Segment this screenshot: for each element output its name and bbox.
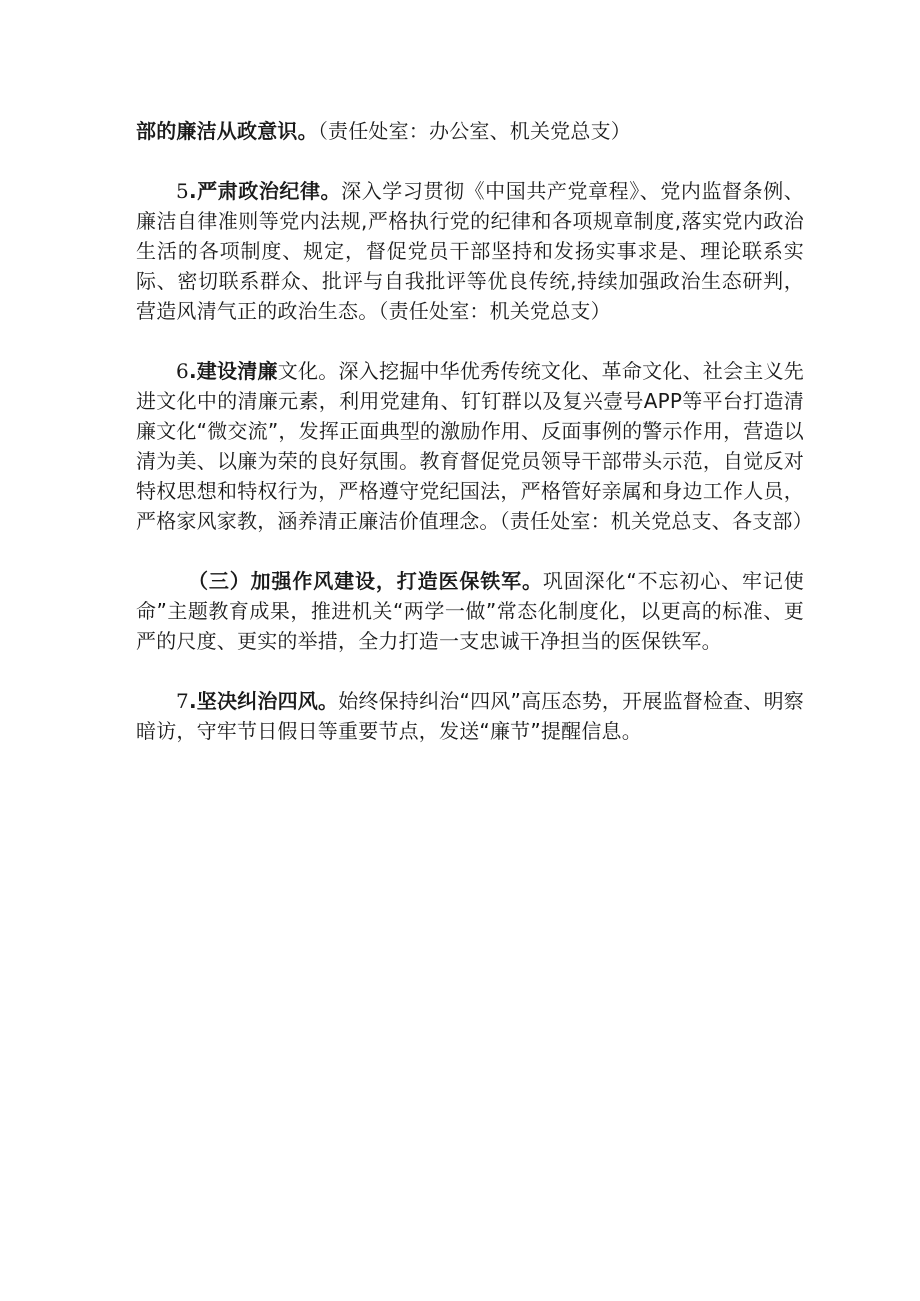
item-heading: .建设清廉 — [188, 359, 278, 383]
item-heading: .坚决纠治四风。 — [188, 689, 339, 713]
item-number: 5 — [176, 179, 189, 203]
item-number: 7 — [176, 689, 189, 713]
section-heading: （三）加强作风建设，打造医保铁军。 — [188, 569, 543, 593]
section-heading-paragraph — [136, 566, 804, 656]
paragraph-item-7 — [136, 686, 804, 746]
item-text: 文化。深入挖掘中华优秀传统文化、革命文化、社会主义先进文化中的清廉元素，利用党建角、钉钉群以及复兴壹号APP等平台打造清廉文化“微交流”，发挥正面典型的激励作用、反面事例的警示作用，营造以清为美、以廉为荣的良好氛围。教育督促党员领导干部带头示范，自觉反对特权思想和特权行为，严格遵守党纪国法，严格管好亲属和身边工作人员，严格家风家教，涵养清正廉洁价值理念。（责任处室：机关党总支、各支部） — [136, 359, 813, 533]
paragraph-item-6 — [136, 356, 813, 536]
item-text: 始终保持纠治“四风”高压态势，开展监督检查、明察暗访，守牢节日假日等重要节点，发送“廉节”提醒信息。 — [136, 689, 805, 743]
item-number: 6 — [176, 359, 189, 383]
paragraph-item-5 — [136, 176, 804, 326]
item-heading: .严肃政治纪律。 — [188, 179, 342, 203]
item-text: 深入学习贯彻《中国共产党章程》、党内监督条例、廉洁自律准则等党内法规,严格执行党的纪律和各项规章制度,落实党内政治生活的各项制度、规定，督促党员干部坚持和发扬实事求是、理论联系实际、密切联系群众、批评与自我批评等优良传统,持续加强政治生态研判，营造风清气正的政治生态。（责任处室：机关党总支） — [136, 179, 804, 323]
paragraph-lead: 部的廉洁从政意识。 — [136, 119, 318, 143]
document-page — [136, 116, 813, 746]
paragraph-text: （责任处室：办公室、机关党总支） — [317, 119, 632, 143]
paragraph-continuation — [136, 116, 804, 146]
section-text: 巩固深化“不忘初心、牢记使命”主题教育成果，推进机关“两学一做”常态化制度化，以更高的标准、更严的尺度、更实的举措，全力打造一支忠诚干净担当的医保铁军。 — [136, 569, 804, 653]
